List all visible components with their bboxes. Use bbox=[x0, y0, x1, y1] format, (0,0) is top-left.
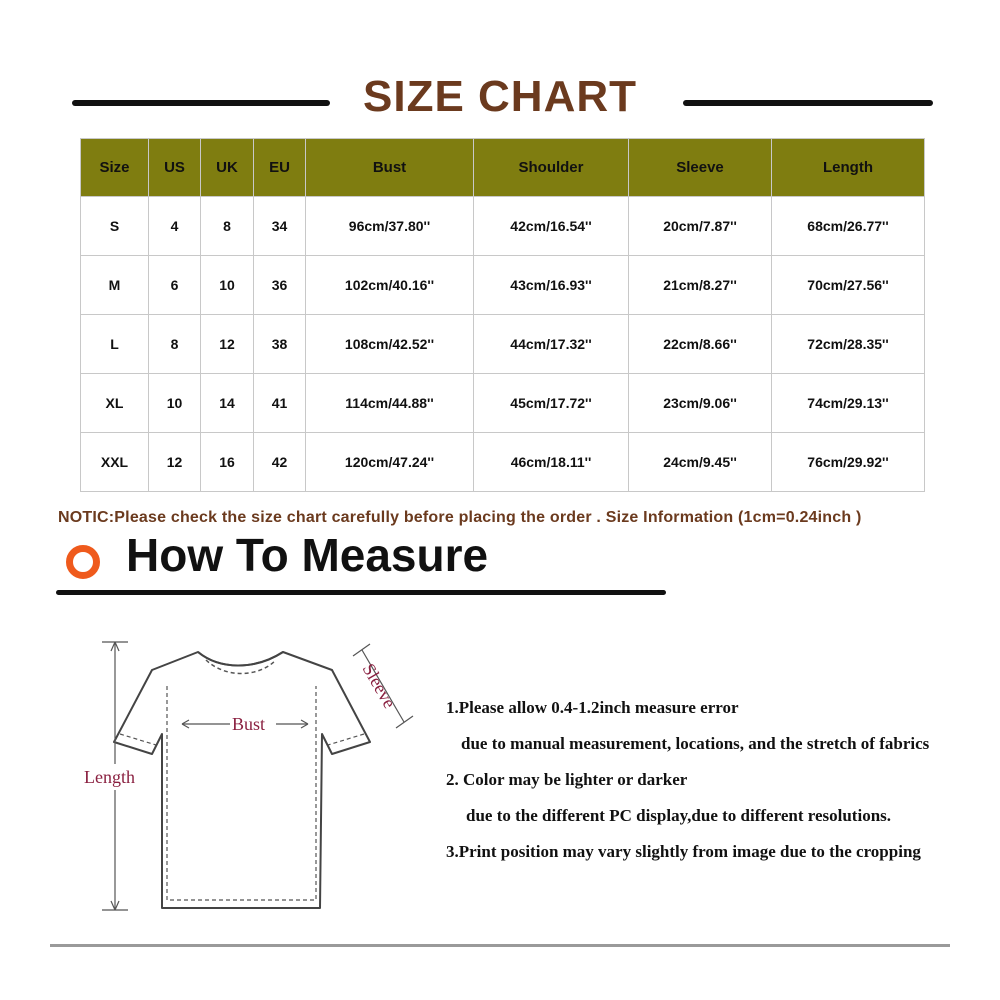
column-header: EU bbox=[254, 139, 306, 197]
notice-text: NOTIC:Please check the size chart carefully before placing the order . Size Information (1cm=0.24inch ) bbox=[58, 509, 862, 526]
size-chart-table bbox=[80, 138, 925, 492]
table-cell: 96cm/37.80'' bbox=[306, 197, 474, 256]
table-cell: 12 bbox=[201, 315, 254, 374]
table-cell: 114cm/44.88'' bbox=[306, 374, 474, 433]
table-cell: 6 bbox=[149, 256, 201, 315]
note-line: due to manual measurement, locations, and the stretch of fabrics bbox=[461, 734, 930, 753]
length-label: Length bbox=[84, 767, 135, 787]
table-cell: 8 bbox=[201, 197, 254, 256]
column-header: Shoulder bbox=[474, 139, 629, 197]
how-to-measure-title: How To Measure bbox=[126, 529, 489, 581]
table-cell: 34 bbox=[254, 197, 306, 256]
table-row bbox=[81, 374, 925, 433]
note-line: 2. Color may be lighter or darker bbox=[446, 770, 688, 789]
tshirt-diagram bbox=[70, 630, 420, 920]
table-cell: 44cm/17.32'' bbox=[474, 315, 629, 374]
table-cell: 102cm/40.16'' bbox=[306, 256, 474, 315]
note-line: 1.Please allow 0.4-1.2inch measure error bbox=[446, 698, 739, 717]
table-cell: 42cm/16.54'' bbox=[474, 197, 629, 256]
table-cell: 10 bbox=[201, 256, 254, 315]
table-cell: 23cm/9.06'' bbox=[629, 374, 772, 433]
table-cell: 72cm/28.35'' bbox=[772, 315, 925, 374]
table-cell: XXL bbox=[81, 433, 149, 492]
table-cell: 16 bbox=[201, 433, 254, 492]
table-cell: 42 bbox=[254, 433, 306, 492]
table-cell: 68cm/26.77'' bbox=[772, 197, 925, 256]
table-cell: 14 bbox=[201, 374, 254, 433]
table-row bbox=[81, 315, 925, 374]
column-header: Size bbox=[81, 139, 149, 197]
table-cell: 74cm/29.13'' bbox=[772, 374, 925, 433]
table-cell: 41 bbox=[254, 374, 306, 433]
table-cell: 70cm/27.56'' bbox=[772, 256, 925, 315]
table-cell: 10 bbox=[149, 374, 201, 433]
table-cell: XL bbox=[81, 374, 149, 433]
column-header: US bbox=[149, 139, 201, 197]
note-line: 3.Print position may vary slightly from image due to the cropping bbox=[446, 842, 921, 861]
bottom-rule bbox=[50, 944, 950, 947]
table-cell: 43cm/16.93'' bbox=[474, 256, 629, 315]
section-rule bbox=[56, 590, 666, 595]
table-cell: 46cm/18.11'' bbox=[474, 433, 629, 492]
title-rule-right bbox=[683, 100, 933, 106]
circle-bullet-icon bbox=[66, 545, 100, 579]
table-cell: 8 bbox=[149, 315, 201, 374]
table-cell: S bbox=[81, 197, 149, 256]
table-cell: 120cm/47.24'' bbox=[306, 433, 474, 492]
column-header: UK bbox=[201, 139, 254, 197]
table-cell: 24cm/9.45'' bbox=[629, 433, 772, 492]
column-header: Bust bbox=[306, 139, 474, 197]
table-row bbox=[81, 433, 925, 492]
table-cell: 76cm/29.92'' bbox=[772, 433, 925, 492]
table-cell: M bbox=[81, 256, 149, 315]
table-cell: 12 bbox=[149, 433, 201, 492]
note-line: due to the different PC display,due to different resolutions. bbox=[466, 806, 892, 825]
table-cell: 4 bbox=[149, 197, 201, 256]
table-cell: 36 bbox=[254, 256, 306, 315]
page-title: SIZE CHART bbox=[363, 72, 637, 121]
table-cell: 22cm/8.66'' bbox=[629, 315, 772, 374]
table-cell: 38 bbox=[254, 315, 306, 374]
table-row bbox=[81, 197, 925, 256]
table-cell: 20cm/7.87'' bbox=[629, 197, 772, 256]
bust-label: Bust bbox=[232, 714, 266, 734]
column-header: Length bbox=[772, 139, 925, 197]
table-row bbox=[81, 256, 925, 315]
column-header: Sleeve bbox=[629, 139, 772, 197]
tshirt-outline bbox=[114, 652, 370, 908]
sleeve-label: Sleeve bbox=[358, 660, 400, 712]
table-cell: 108cm/42.52'' bbox=[306, 315, 474, 374]
table-cell: L bbox=[81, 315, 149, 374]
table-cell: 21cm/8.27'' bbox=[629, 256, 772, 315]
table-header-row bbox=[81, 139, 925, 197]
table-cell: 45cm/17.72'' bbox=[474, 374, 629, 433]
